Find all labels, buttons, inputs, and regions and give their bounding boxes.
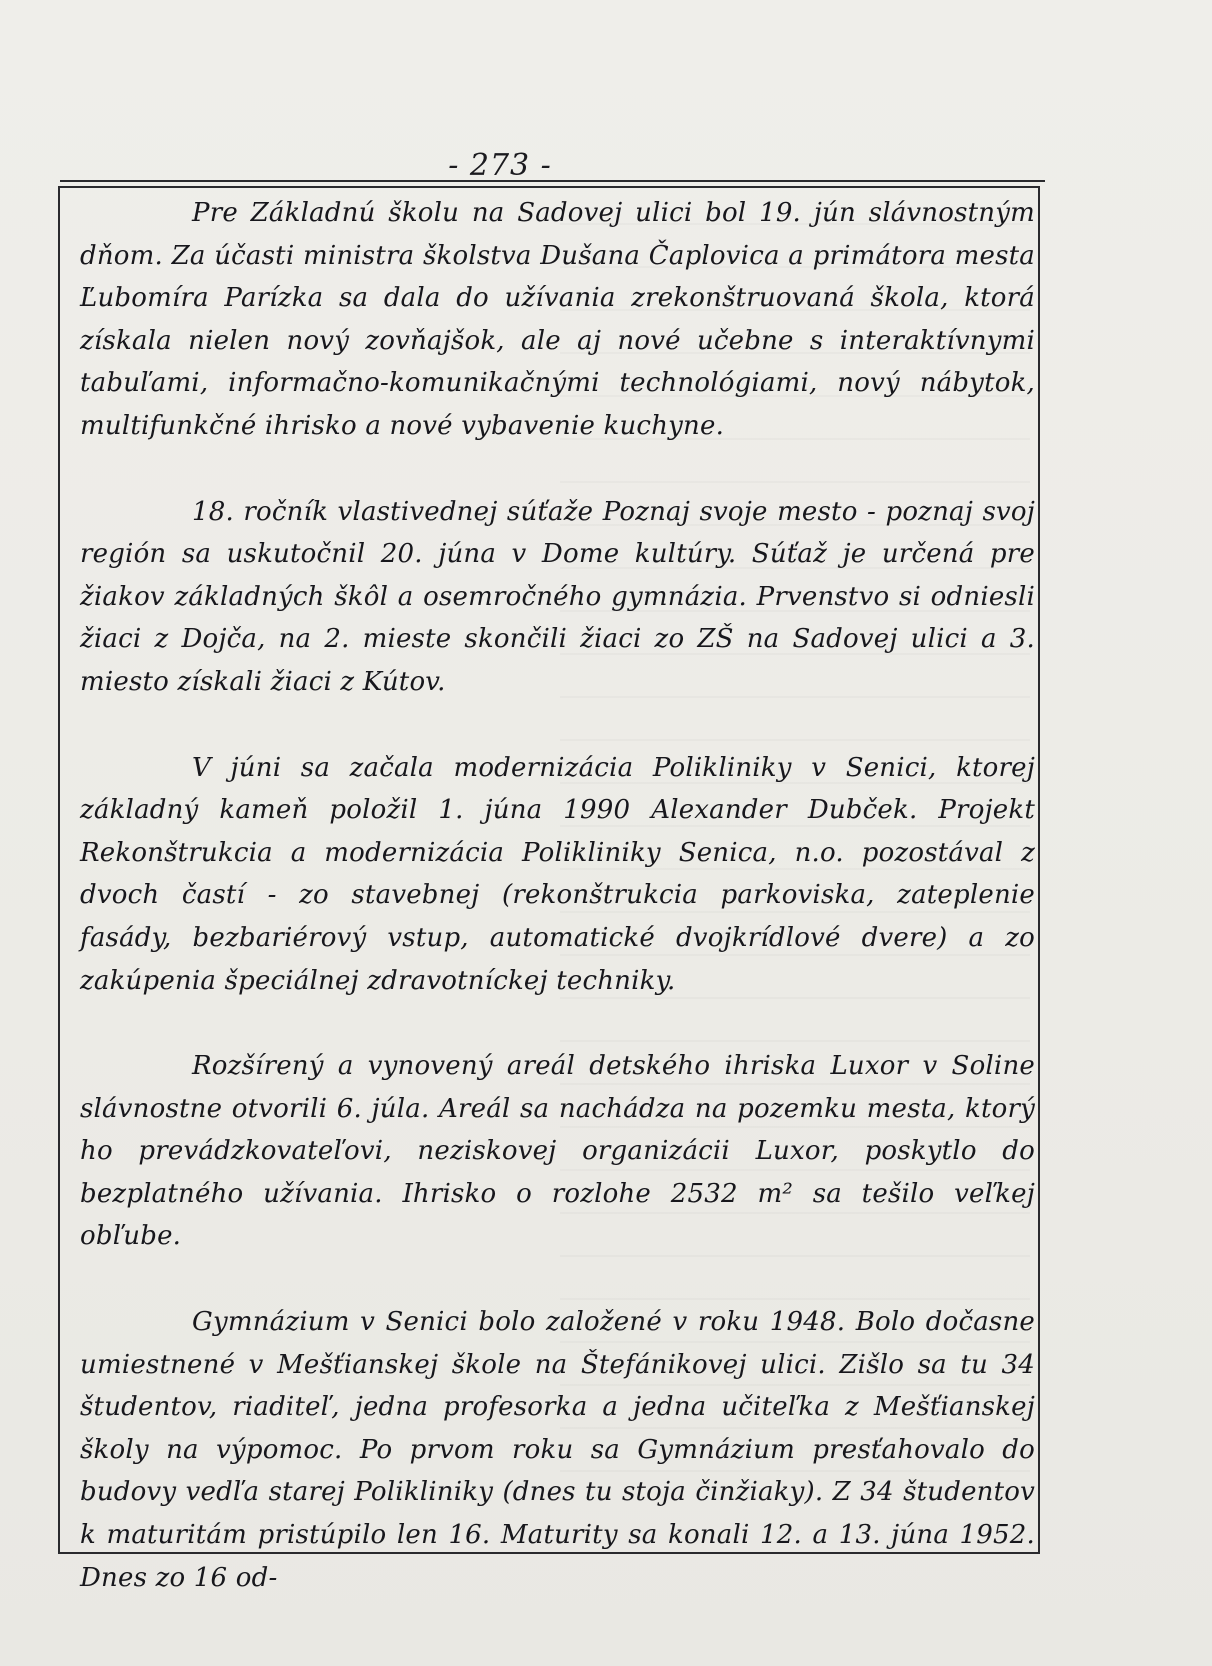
paragraph-local-competition: 18. ročník vlastivednej súťaže Poznaj svoje mesto - poznaj svoj región sa uskutočnil 20. júna v Dome kultúry. Súťaž je určená pre žiakov základných škôl a osemročného gymnázia. Prvenstvo si odniesli žiaci z Dojča, na 2. mieste skončili žiaci zo ZŠ na Sadovej ulici a 3. miesto získali žiaci z Kútov. xyxy=(80,496,1035,697)
paragraph-gap xyxy=(80,1258,1035,1301)
paragraph-gymnasium: Gymnázium v Senici bolo založené v roku 1948. Bolo dočasne umiestnené v Mešťianskej škole na Štefánikovej ulici. Zišlo sa tu 34 študentov, riaditeľ, jedna profesorka a jedna učiteľka z Mešťianskej školy na výpomoc. Po prvom roku sa Gymnázium presťahovalo do budovy vedľa starej Polikliniky (dnes tu stoja činžiaky). Z 34 študentov k maturitám pristúpilo len 16. Maturity sa konali 12. a 13. júna 1952. Dnes zo 16 od- xyxy=(80,1307,1035,1593)
paragraph-gap xyxy=(80,1002,1035,1045)
paragraph-playground: Rozšírený a vynovený areál detského ihriska Luxor v Soline slávnostne otvorili 6. júla. Areál sa nachádza na pozemku mesta, ktorý ho prevádzkovateľovi, neziskovej organizácii Luxor, poskytlo do bezplatného užívania. Ihrisko o rozlohe 2532 m² sa tešilo veľkej obľube. xyxy=(80,1051,1035,1252)
paragraph-polyclinic: V júni sa začala modernizácia Polikliniky v Senici, ktorej základný kameň položil 1. júna 1990 Alexander Dubček. Projekt Rekonštrukcia a modernizácia Polikliniky Senica, n.o. pozostával z dvoch častí - zo stavebnej (rekonštrukcia parkoviska, zateplenie fasády, bezbariérový vstup, automatické dvojkrídlové dvere) a zo zakúpenia špeciálnej zdravotníckej techniky. xyxy=(80,752,1035,996)
paragraph-gap xyxy=(80,448,1035,491)
page-content xyxy=(80,192,1035,1593)
paragraph-school-opening: Pre Základnú školu na Sadovej ulici bol 19. jún slávnostným dňom. Za účasti ministra školstva Dušana Čaplovica a primátora mesta Ľubomíra Parízka sa dala do užívania zrekonštruovaná škola, ktorá získala nielen nový zovňajšok, ale aj nové učebne s interaktívnymi tabuľami, informačno-komunikačnými technológiami, nový nábytok, multifunkčné ihrisko a nové vybavenie kuchyne. xyxy=(80,198,1035,441)
top-rule xyxy=(60,180,1045,182)
paragraph-gap xyxy=(80,704,1035,747)
page-number: - 273 - xyxy=(448,148,552,183)
